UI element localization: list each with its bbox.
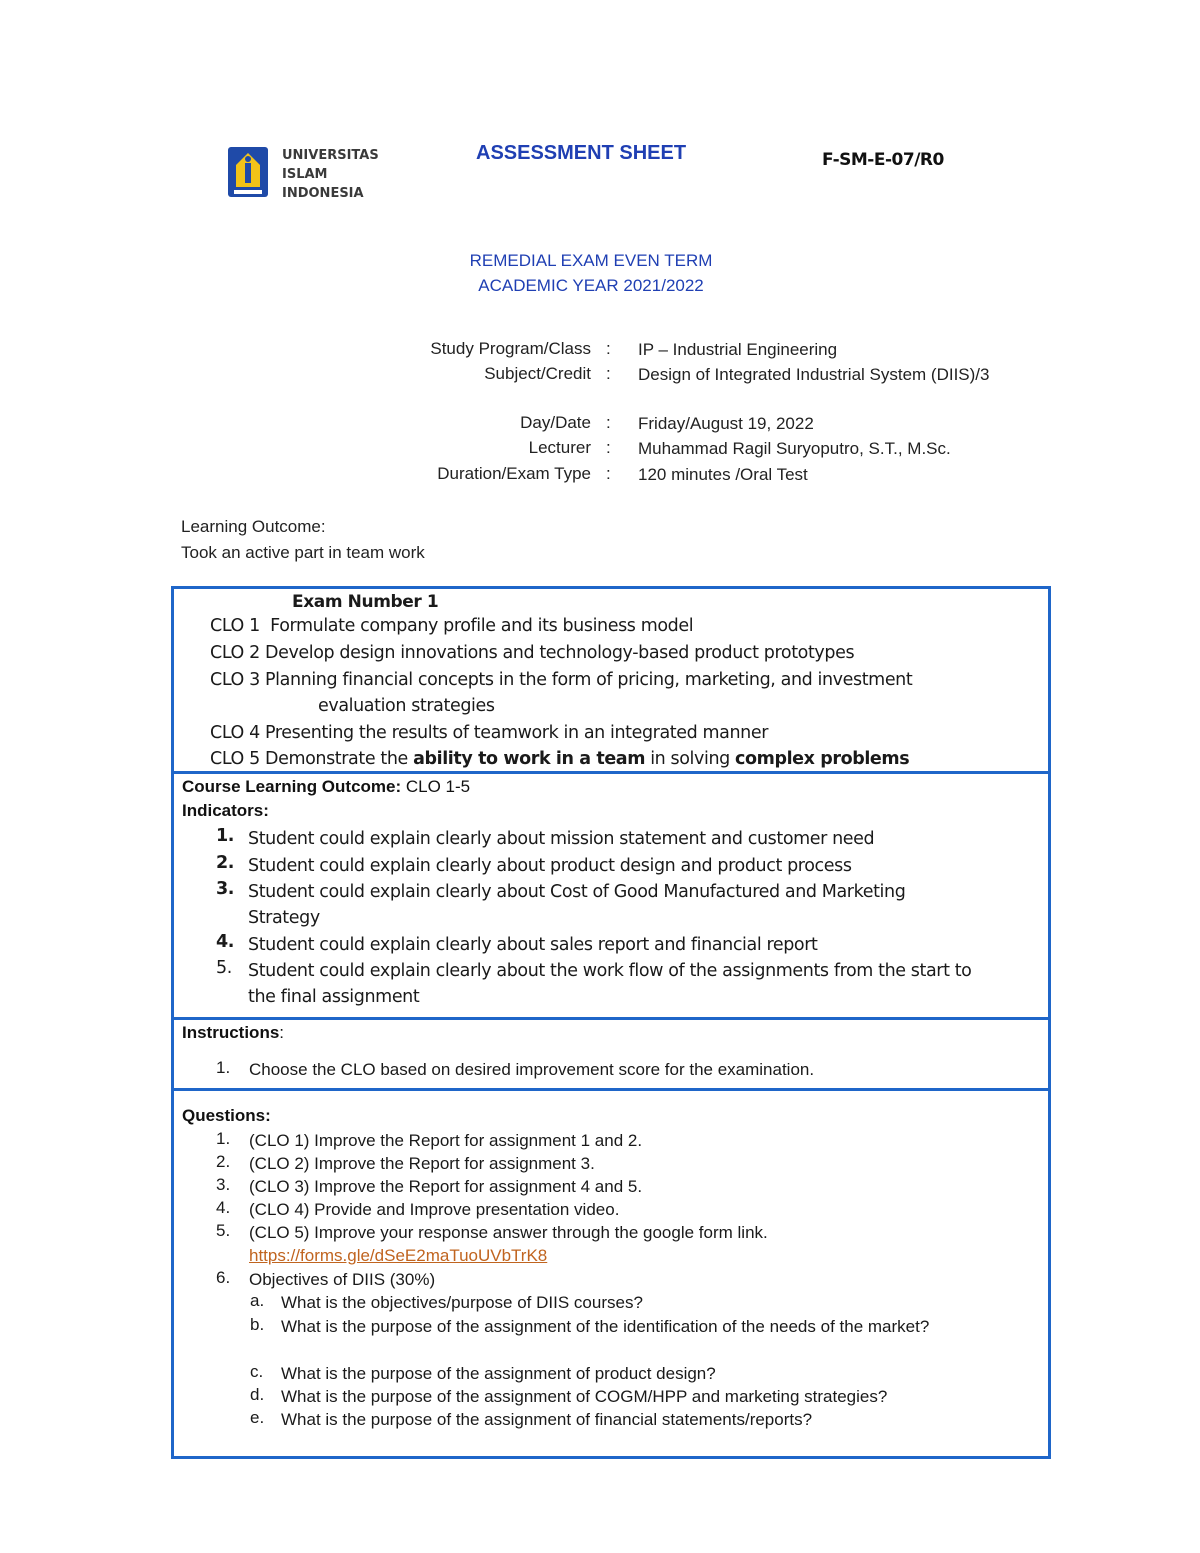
meta-value: Friday/August 19, 2022 xyxy=(638,414,814,433)
meta-colon: : xyxy=(606,438,611,457)
clo-item xyxy=(210,749,909,769)
question-text: (CLO 5) Improve your response answer through the google form link. xyxy=(249,1223,768,1242)
sub-question-text: What is the purpose of the assignment of product design? xyxy=(281,1364,716,1383)
questions-label: Questions: xyxy=(182,1106,271,1125)
sub-question-text: What is the purpose of the assignment of COGM/HPP and marketing strategies? xyxy=(281,1387,888,1406)
sub-question-letter: e. xyxy=(250,1408,265,1427)
learning-outcome-text: Took an active part in team work xyxy=(181,543,425,562)
university-line: UNIVERSITAS xyxy=(282,148,379,163)
clo-text: Formulate company profile and its business model xyxy=(270,616,694,636)
google-form-link[interactable]: https://forms.gle/dSeE2maTuoUVbTrK8 xyxy=(249,1246,548,1265)
clo-code: CLO 1 xyxy=(210,616,260,636)
academic-year: ACADEMIC YEAR 2021/2022 xyxy=(478,276,704,295)
clo-text: Planning financial concepts in the form of pricing, marketing, and investment xyxy=(265,670,913,690)
meta-value: IP – Industrial Engineering xyxy=(638,340,838,359)
clo-code: CLO 4 xyxy=(210,723,260,743)
instruction-number: 1. xyxy=(216,1058,231,1077)
clo-item xyxy=(210,723,768,743)
university-line: ISLAM xyxy=(282,167,328,182)
sub-question-text: What is the purpose of the assignment of financial statements/reports? xyxy=(281,1410,813,1429)
question-text: Objectives of DIIS (30%) xyxy=(249,1270,436,1289)
instructions-label: Instructions xyxy=(182,1023,280,1042)
indicator-text: Student could explain clearly about Cost of Good Manufactured and Marketing Strategy xyxy=(248,882,906,928)
exam-term: REMEDIAL EXAM EVEN TERM xyxy=(469,251,713,270)
exam-number-heading: Exam Number 1 xyxy=(292,592,439,612)
meta-label: Duration/Exam Type xyxy=(437,464,591,483)
question-number: 4. xyxy=(216,1198,231,1217)
indicator-number: 2. xyxy=(216,853,235,873)
meta-colon: : xyxy=(606,464,611,483)
question-number: 5. xyxy=(216,1221,231,1240)
google-form-link-line xyxy=(249,1244,1009,1267)
indicator-text: Student could explain clearly about mission statement and customer need xyxy=(248,829,875,849)
clo-item xyxy=(210,670,912,690)
page-title: ASSESSMENT SHEET xyxy=(476,142,687,164)
indicators-label: Indicators: xyxy=(182,801,269,820)
meta-label: Subject/Credit xyxy=(484,364,591,383)
sub-question-text: What is the objectives/purpose of DIIS courses? xyxy=(281,1293,643,1312)
question-text: (CLO 4) Provide and Improve presentation video. xyxy=(249,1200,620,1219)
meta-label: Study Program/Class xyxy=(430,339,591,358)
course-learning-outcome xyxy=(182,777,470,797)
question-number: 3. xyxy=(216,1175,231,1194)
meta-colon: : xyxy=(606,364,611,383)
clo-emphasis: complex problems xyxy=(735,749,910,769)
meta-value: Design of Integrated Industrial System (DIIS)/3 xyxy=(638,365,990,384)
clo-code: CLO 3 xyxy=(210,670,260,690)
clo-code: CLO 2 xyxy=(210,643,260,663)
sub-question-letter: a. xyxy=(250,1291,265,1310)
meta-value: 120 minutes /Oral Test xyxy=(638,465,808,484)
question-text: (CLO 1) Improve the Report for assignment 1 and 2. xyxy=(249,1131,643,1150)
divider xyxy=(171,1088,1051,1091)
clo-code: CLO 5 xyxy=(210,749,260,769)
clo-text: Presenting the results of teamwork in an integrated manner xyxy=(265,723,769,743)
indicator-number: 3. xyxy=(216,879,235,899)
form-code: F-SM-E-07/R0 xyxy=(822,150,944,170)
question-number: 6. xyxy=(216,1268,231,1287)
sub-question-text: What is the purpose of the assignment of the identification of the needs of the market? xyxy=(281,1317,930,1336)
indicator-number: 5. xyxy=(216,958,232,978)
instructions-colon: : xyxy=(279,1023,285,1042)
question-number: 1. xyxy=(216,1129,231,1148)
indicator-text: Student could explain clearly about sales report and financial report xyxy=(248,935,818,955)
divider xyxy=(171,771,1051,774)
indicator-number: 4. xyxy=(216,932,235,952)
clo-item xyxy=(210,616,693,636)
clo-item-continuation: evaluation strategies xyxy=(318,696,495,716)
clo-text: Develop design innovations and technology-based product prototypes xyxy=(265,643,855,663)
instructions-heading xyxy=(182,1023,284,1043)
indicator-text: Student could explain clearly about the work flow of the assignments from the start to the final assignment xyxy=(248,961,972,1007)
university-crest-icon xyxy=(226,145,270,201)
course-label: Course Learning Outcome: xyxy=(182,777,402,796)
meta-label: Lecturer xyxy=(528,438,591,457)
clo-emphasis: ability to work in a team xyxy=(413,749,646,769)
clo-text: in solving xyxy=(650,749,730,769)
sub-question-letter: b. xyxy=(250,1315,265,1334)
university-line: INDONESIA xyxy=(282,186,364,201)
question-number: 2. xyxy=(216,1152,231,1171)
clo-text: Demonstrate the xyxy=(265,749,408,769)
question-text: (CLO 3) Improve the Report for assignment 4 and 5. xyxy=(249,1177,643,1196)
course-value: CLO 1-5 xyxy=(405,777,471,796)
question-text: (CLO 2) Improve the Report for assignment 3. xyxy=(249,1154,595,1173)
indicator-number: 1. xyxy=(216,826,235,846)
divider xyxy=(171,1017,1051,1020)
meta-value: Muhammad Ragil Suryoputro, S.T., M.Sc. xyxy=(638,439,951,458)
indicator-text: Student could explain clearly about product design and product process xyxy=(248,856,852,876)
meta-colon: : xyxy=(606,413,611,432)
meta-colon: : xyxy=(606,339,611,358)
sub-question-letter: c. xyxy=(250,1362,264,1381)
meta-label: Day/Date xyxy=(520,413,591,432)
instruction-text: Choose the CLO based on desired improvement score for the examination. xyxy=(249,1060,815,1079)
sub-question-letter: d. xyxy=(250,1385,265,1404)
learning-outcome xyxy=(181,514,425,566)
clo-item xyxy=(210,643,854,663)
learning-outcome-label: Learning Outcome: xyxy=(181,517,326,536)
university-name xyxy=(282,146,379,203)
